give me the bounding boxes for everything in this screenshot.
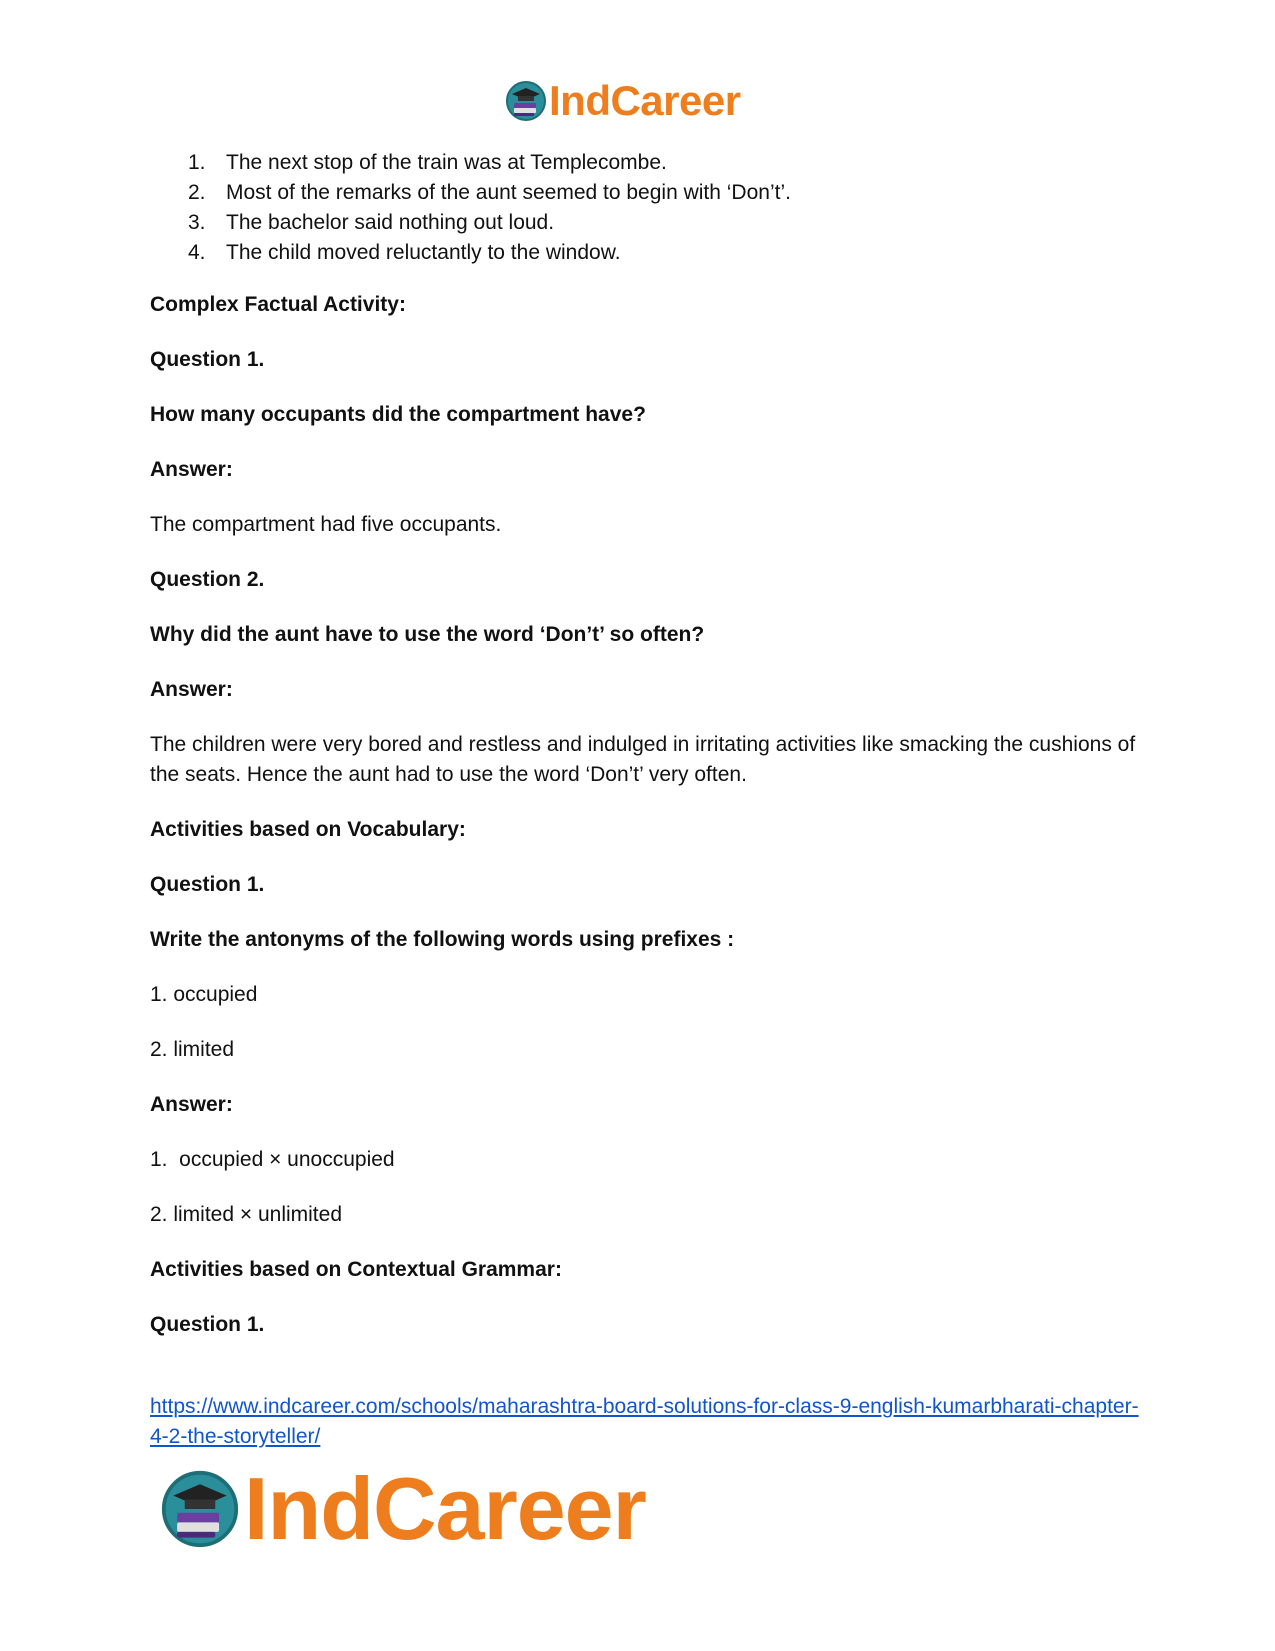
header-logo bbox=[505, 77, 741, 124]
list-item: 1. The next stop of the train was at Templecombe. bbox=[188, 151, 667, 174]
question-label: Question 2. bbox=[150, 568, 265, 591]
logo-text: IndCareer bbox=[244, 1459, 646, 1558]
question-label: Question 1. bbox=[150, 873, 265, 896]
answer-label: Answer: bbox=[150, 458, 233, 481]
section-heading-grammar: Activities based on Contextual Grammar: bbox=[150, 1258, 562, 1281]
source-link[interactable]: https://www.indcareer.com/schools/maharashtra-board-solutions-for-class-9-english-kumarbharati-chapter-4-2-the-storyteller/ bbox=[150, 1395, 1139, 1448]
answer-item: 2. limited × unlimited bbox=[150, 1203, 343, 1226]
question-text: Why did the aunt have to use the word ‘Don’t’ so often? bbox=[150, 623, 705, 646]
section-heading-complex: Complex Factual Activity: bbox=[150, 293, 406, 316]
list-item: 3. The bachelor said nothing out loud. bbox=[188, 211, 555, 234]
question-label: Question 1. bbox=[150, 348, 265, 371]
document-body bbox=[150, 148, 1150, 1340]
answer-label: Answer: bbox=[150, 678, 233, 701]
answer-item: 1. occupied × unoccupied bbox=[150, 1148, 395, 1171]
numbered-list bbox=[150, 148, 1150, 268]
list-item: 2. Most of the remarks of the aunt seemed to begin with ‘Don’t’. bbox=[188, 181, 791, 204]
word-item: 1. occupied bbox=[150, 983, 258, 1006]
answer-text: The children were very bored and restless and indulged in irritating activities like smacking the cushions of the seats. Hence the aunt had to use the word ‘Don’t’ very often. bbox=[150, 733, 1136, 786]
question-text: Write the antonyms of the following words using prefixes : bbox=[150, 928, 735, 951]
logo-text: IndCareer bbox=[549, 77, 741, 124]
list-item: 4. The child moved reluctantly to the window. bbox=[188, 241, 621, 264]
answer-text: The compartment had five occupants. bbox=[150, 513, 502, 536]
section-heading-vocabulary: Activities based on Vocabulary: bbox=[150, 818, 466, 841]
logo-emblem-icon bbox=[160, 1469, 240, 1549]
footer-logo bbox=[160, 1459, 646, 1558]
answer-label: Answer: bbox=[150, 1093, 233, 1116]
question-text: How many occupants did the compartment have? bbox=[150, 403, 646, 426]
word-item: 2. limited bbox=[150, 1038, 235, 1061]
question-label: Question 1. bbox=[150, 1313, 265, 1336]
logo-emblem-icon bbox=[505, 80, 547, 122]
